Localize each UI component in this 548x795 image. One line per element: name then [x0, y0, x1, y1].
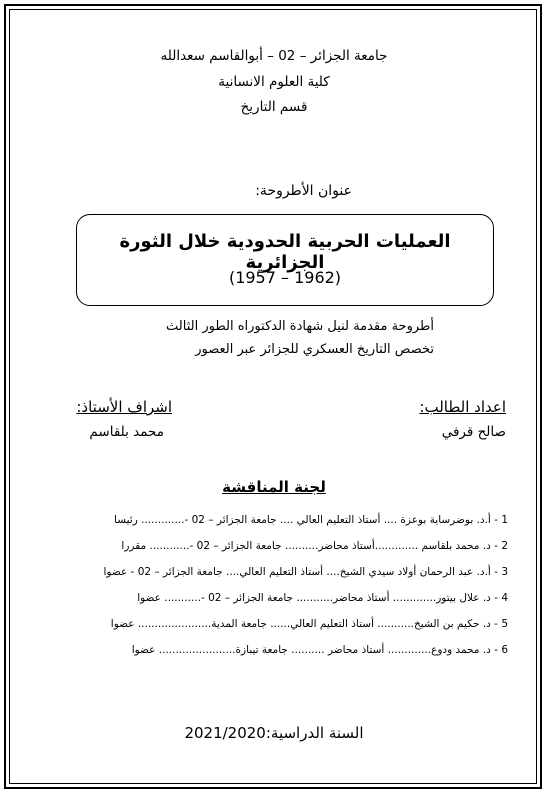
thesis-label: عنوان الأطروحة: [255, 183, 352, 199]
thesis-title: العمليات الحربية الحدودية خلال الثورة الجزائرية [119, 231, 451, 273]
page-border-inner [9, 9, 537, 784]
supervisor-label: اشراف الأستاذ: [76, 398, 172, 416]
faculty-name: كلية العلوم الانسانية [218, 74, 330, 90]
committee-member: 6 - د. محمد ودوع............. أستاذ محاضر .......... جامعة تيبازة....................... عضوا [131, 644, 508, 656]
committee-member: 2 - د. محمد بلقاسم .............أستاذ محاضر.......... جامعة الجزائر – 02 -............ مقررا [121, 540, 508, 552]
committee-member: 5 - د. حكيم بن الشيخ........... أستاذ التعليم العالي...... جامعة المدية...................... عضوا [110, 618, 508, 630]
committee-member: 1 - أ.د. بوضرساية بوعزة .... أستاذ التعليم العالي .... جامعة الجزائر – 02 -............. رئيسا [114, 514, 508, 526]
committee-title: لجنة المناقشة [222, 478, 326, 496]
committee-member: 4 - د. علال بيتور............. أستاذ محاضر........... جامعة الجزائر – 02 -........... عضوا [137, 592, 508, 604]
committee-member: 3 - أ.د. عبد الرحمان أولاد سيدي الشيخ.... أستاذ التعليم العالي.... جامعة الجزائر – 02 - عضوا [103, 566, 508, 578]
supervisor-name: محمد بلقاسم [89, 424, 164, 440]
student-label: اعداد الطالب: [419, 398, 506, 416]
university-name: جامعة الجزائر – 02 – أبوالقاسم سعدالله [160, 48, 388, 64]
student-name: صالح قرفي [441, 424, 506, 440]
thesis-specialty: تخصص التاريخ العسكري للجزائر عبر العصور [195, 342, 434, 357]
thesis-description: أطروحة مقدمة لنيل شهادة الدكتوراه الطور الثالث [166, 319, 434, 334]
thesis-title-box [76, 214, 494, 306]
thesis-years: (1957 – 1962) [228, 268, 342, 287]
academic-year: السنة الدراسية:2021/2020 [184, 724, 364, 742]
department-name: قسم التاريخ [240, 99, 308, 115]
